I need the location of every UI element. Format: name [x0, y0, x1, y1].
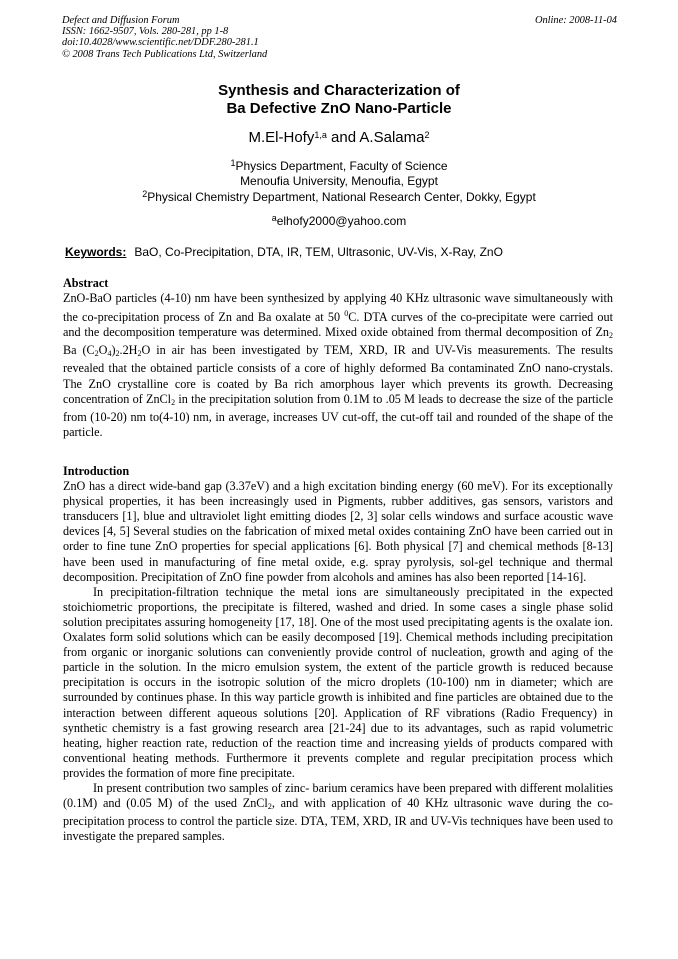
author-and: and: [326, 129, 360, 146]
introduction-heading: Introduction: [63, 464, 130, 478]
author-1-sup: 1,a: [314, 130, 327, 140]
affiliation-1: [0, 159, 678, 189]
keywords-text: BaO, Co-Precipitation, DTA, IR, TEM, Ultrasonic, UV-Vis, X-Ray, ZnO: [134, 245, 503, 259]
author-2: A.Salama: [359, 129, 425, 146]
author-2-sup: 2: [424, 130, 430, 140]
aff-2-sup: 2: [142, 189, 148, 199]
doi-line: doi:10.4028/www.scientific.net/DDF.280-281.1: [62, 37, 259, 49]
aff-1-sup: 1: [230, 158, 236, 168]
title-line-2: Ba Defective ZnO Nano-Particle: [226, 100, 452, 117]
abstract-heading: Abstract: [63, 276, 109, 290]
intro-paragraph-2: In precipitation-filtration technique the metal ions are simultaneously precipitated in the expected stoichiometric proportions, the precipitate is filtered, washed and dried. In some cases a single phase solid solution precipitates assuring homogeneity [17, 18]. One of the most used precipitating agents is the oxalate ion. Oxalates form solid solutions which can be easily decomposed [19]. Chemical methods including precipitation from organic or inorganic solutions can conveniently provide control of nucleation, growth and aging of the particle in the solution. In the micro emulsion system, the extent of the particle growth is reduced because precipitation is occurs in the isotropic solution of the micro droplets (10-100) nm in diameter; which are surrounded by continues phase. In this way particle growth is inhibited and fine particles are obtained due to the interaction between different aqueous solutions [20]. Application of RF vibrations (Radio Frequency) in synthetic chemistry is a fast growing research area [21-24] due to its advantages, such as rapid volumetric heating, higher reaction rate, reduction of the reaction time and increasing yields of products compared with conventional heating methods. Furthermore it prevents complete and regular precipitation process which provides the formation of more fine precipitate.: [63, 584, 613, 780]
affiliation-2: [0, 190, 678, 205]
paper-title: [0, 82, 678, 118]
email-sup: a: [271, 213, 277, 223]
email-address[interactable]: elhofy2000@yahoo.com: [276, 214, 407, 228]
aff-1-line-1: Physics Department, Faculty of Science: [235, 159, 448, 173]
keywords-label: Keywords:: [65, 245, 127, 259]
keywords: [65, 245, 503, 259]
title-line-1: Synthesis and Characterization of: [218, 82, 460, 99]
abstract-paragraph: ZnO-BaO particles (4-10) nm have been synthesized by applying 40 KHz ultrasonic wave simultaneously with the co-precipitation process of Zn and Ba oxalate at 50 $^0$C. DTA curves of the co-precipitate were carried out and the decomposition temperature was determined. Mixed oxide obtained from thermal decomposition of $Zn_2$ Ba $(C_2O_4)_2.2H_2O$ in air has been investigated by TEM, XRD, IR and UV-Vis measurements. The results revealed that the obtained particle consists of a core of highly deformed Ba contaminated ZnO nano-crystals. The ZnO crystalline core is coated by Ba rich amorphous layer which prevents its growth. Decreasing concentration of ZnCl$_2$ in the precipitation solution from 0.1M to .05 M leads to decrease the size of the particle from (10-20) nm to(4-10) nm, in average, increases UV cut-off, the cut-off tail and rounded of the shape of the particle.: [63, 291, 617, 439]
aff-2-line: Physical Chemistry Department, National Research Center, Dokky, Egypt: [147, 190, 536, 204]
author-1: M.El-Hofy: [248, 129, 315, 146]
journal-header: [62, 15, 617, 60]
issn-line: ISSN: 1662-9507, Vols. 280-281, pp 1-8: [62, 26, 229, 38]
intro-paragraph-1: ZnO has a direct wide-band gap (3.37eV) and a high excitation binding energy (60 meV). For its exceptionally physical properties, it has been increasingly used in Pigments, rubber additives, gas sensors, varistors and transducers [1], blue and ultraviolet light emitting diodes [2, 3] solar cells windows and surface acoustic wave devices [4, 5] Several studies on the fabrication of mixed metal oxides containing ZnO have been carried out in order to fine tune ZnO properties for special applications [6]. Both physical [7] and chemical methods [8-13] have been used in manufacturing of fine metal oxide, e.g. spray pyrolysis, sol-gel technique and thermal decomposition. Precipitation of ZnO fine powder from alcohols and amines has also been reported [14-16].: [63, 479, 613, 584]
aff-1-line-2: Menoufia University, Menoufia, Egypt: [240, 174, 438, 188]
author-line: [0, 129, 678, 147]
intro-paragraph-3: In present contribution two samples of zinc- barium ceramics have been prepared with different molalities (0.1M) and (0.05 M) of the used ZnCl$_2$, and with application of 40 KHz ultrasonic wave during the co-precipitation process to control the particle size. DTA, TEM, XRD, IR and UV-Vis techniques have been used to investigate the prepared samples.: [63, 780, 613, 844]
introduction-section: [63, 464, 613, 844]
author-email: [0, 214, 678, 229]
online-date: Online: 2008-11-04: [534, 15, 617, 26]
journal-name: Defect and Diffusion Forum: [62, 15, 180, 26]
copyright-line: © 2008 Trans Tech Publications Ltd, Switzerland: [62, 48, 268, 60]
abstract-section: [63, 276, 617, 440]
